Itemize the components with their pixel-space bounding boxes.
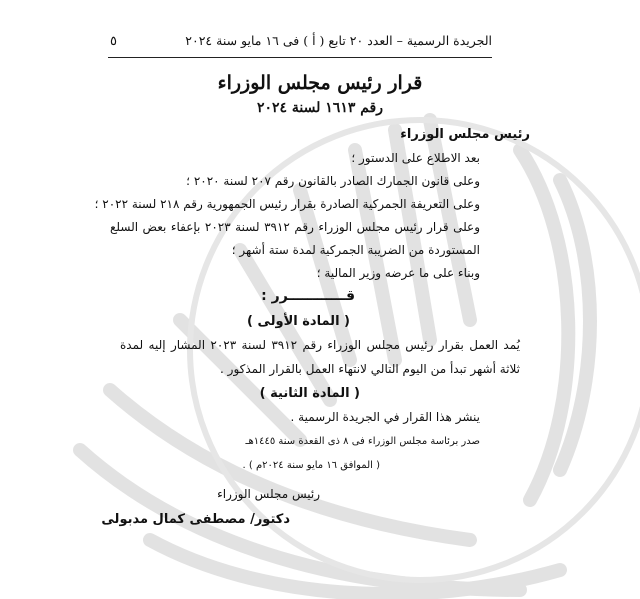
issue-date: صدر برئاسة مجلس الوزراء فى ٨ ذى القعدة سنة ١٤٤٥هـ <box>245 436 480 447</box>
article-2-line: ينشر هذا القرار في الجريدة الرسمية . <box>290 410 480 424</box>
preamble-line: بعد الاطلاع على الدستور ؛ <box>351 151 480 165</box>
decided-heading: قــــــــــــرر : <box>261 288 355 304</box>
signatory-name: دكتور/ مصطفى كمال مدبولى <box>101 512 290 527</box>
preamble-line: وعلى التعريفة الجمركية الصادرة بقرار رئيس الجمهورية رقم ٢١٨ لسنة ٢٠٢٢ ؛ <box>94 197 480 211</box>
article-1-line: يُمد العمل بقرار رئيس مجلس الوزراء رقم ٣٩١٢ لسنة ٢٠٢٣ المشار إليه لمدة <box>120 338 520 352</box>
article-2-heading: ( المادة الثانية ) <box>259 386 360 401</box>
decree-title: قرار رئيس مجلس الوزراء <box>217 72 423 94</box>
preamble-line: المستوردة من الضريبة الجمركية لمدة ستة أشهر ؛ <box>231 243 480 257</box>
page-number: ٥ <box>110 34 117 49</box>
article-1-line: ثلاثة أشهر تبدأ من اليوم التالي لانتهاء العمل بالقرار المذكور . <box>220 362 520 376</box>
article-1-heading: ( المادة الأولى ) <box>247 314 350 329</box>
signature-title: رئيس مجلس الوزراء <box>217 487 320 501</box>
preamble-line: وعلى قرار رئيس مجلس الوزراء رقم ٣٩١٢ لسنة ٢٠٢٣ بإعفاء بعض السلع <box>110 220 481 234</box>
header-rule <box>108 57 492 58</box>
gazette-header: الجريدة الرسمية – العدد ٢٠ تابع ( أ ) فى ١٦ مايو سنة ٢٠٢٤ <box>185 33 492 48</box>
preamble-line: وعلى قانون الجمارك الصادر بالقانون رقم ٢٠٧ لسنة ٢٠٢٠ ؛ <box>186 174 480 188</box>
preamble-line: وبناء على ما عرضه وزير المالية ؛ <box>316 266 480 280</box>
decree-number: رقم ١٦١٣ لسنة ٢٠٢٤ <box>256 100 384 116</box>
issuer: رئيس مجلس الوزراء <box>400 127 530 142</box>
gregorian-date: ( الموافق ١٦ مايو سنة ٢٠٢٤م ) . <box>242 460 380 471</box>
